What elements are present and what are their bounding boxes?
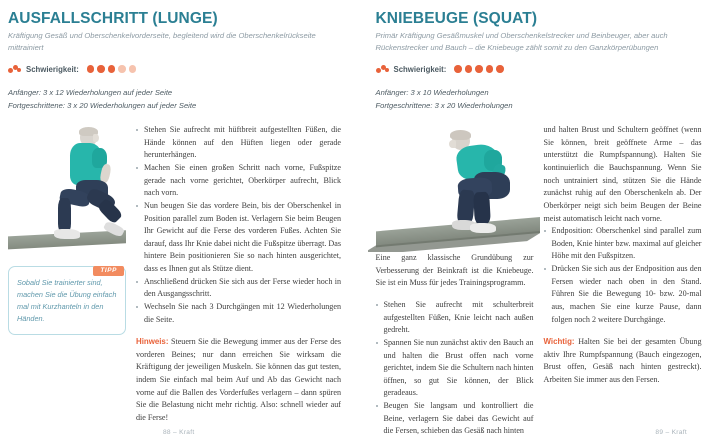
list-item: Stehen Sie aufrecht mit schulterbreit aufgestellten Füßen, Knie leicht nach außen gedreht. bbox=[376, 299, 534, 337]
page-right bbox=[358, 0, 715, 445]
difficulty-dot bbox=[465, 65, 473, 73]
difficulty-dot bbox=[129, 65, 137, 73]
difficulty-dot bbox=[118, 65, 126, 73]
left-column bbox=[8, 124, 126, 424]
content-columns bbox=[8, 124, 342, 424]
figure-squat bbox=[444, 132, 518, 236]
difficulty-dot bbox=[97, 65, 105, 73]
difficulty-rating bbox=[454, 65, 504, 73]
reps-advanced: Fortgeschrittene: 3 x 20 Wiederholungen auf jeder Seite bbox=[8, 100, 197, 110]
list-item: Stehen Sie aufrecht mit hüftbreit aufgestellten Füßen, die Hände können auf den Hüften liegen oder gerade herunterhängen. bbox=[136, 124, 341, 162]
instruction-list bbox=[376, 299, 534, 438]
instruction-list bbox=[136, 124, 341, 326]
left-column bbox=[376, 124, 534, 438]
dumbbell-icon bbox=[376, 65, 390, 74]
difficulty-dot bbox=[87, 65, 95, 73]
continuation-paragraph: und halten Brust und Schultern geöffnet (wenn Sie können, breit geöffnete Arme – das unterstützt die Rumpfspannung). Halten Sie kontinuierlich die Bauchspannung. Wenn Sie noch untrainiert sind, stützen Sie die Hände zunächst ruhig auf den Oberschenkeln ab. Der Oberkörper neigt sich beim Beugen der Beine meist automatisch leicht nach vorne. bbox=[543, 125, 702, 223]
instruction-list-continued bbox=[544, 225, 702, 326]
wichtig-text: Halten Sie bei der gesamten Übung aktiv Ihre Rumpfspannung (Bauch eingezogen, Brust offen, Gesäß nach hinten gestreckt). Arbeiten Sie immer aus den Fersen. bbox=[543, 337, 702, 385]
hinweis-text: Steuern Sie die Bewegung immer aus der Ferse des vorderen Beines; nur dann erreichen Sie wirksam die Kräftigung der jeweiligen Muskeln. Sie können das gut testen, indem Sie einfach mal beim Auf und Ab das Gewicht nach vorne auf die Ballen des Vorderfußes verlagern – dann spüren Sie die Belastung nicht mehr richtig. Also: schnell wieder auf die Ferse! bbox=[136, 337, 341, 422]
difficulty-dot bbox=[454, 65, 462, 73]
page-footer: 89 – Kraft bbox=[655, 429, 687, 436]
tipp-box bbox=[8, 266, 126, 335]
list-item: Anschließend drücken Sie sich aus der Ferse wieder hoch in den Ausgangsschritt. bbox=[136, 276, 341, 301]
figure-lunge bbox=[54, 128, 116, 240]
wichtig-note bbox=[544, 336, 702, 387]
list-item: Drücken Sie sich aus der Endposition aus den Fersen wieder nach oben in den Stand. Führen Sie die Bewegung 10- bzw. 20-mal aus, machen Sie eine kurze Pause, dann folgen noch 2 weitere Durchgänge. bbox=[544, 263, 702, 326]
difficulty-row bbox=[376, 65, 706, 74]
page-title: KNIEBEUGE (SQUAT) bbox=[375, 10, 538, 27]
difficulty-dot bbox=[475, 65, 483, 73]
page-title: AUSFALLSCHRITT (LUNGE) bbox=[8, 10, 218, 27]
hinweis-note bbox=[136, 336, 341, 424]
intro-paragraph: Eine ganz klassische Grundübung zur Verbesserung der Beinkraft ist die Kniebeuge. Sie ist ein Muss für jedes Trainingsprogramm. bbox=[375, 253, 534, 288]
list-item: Nun beugen Sie das vordere Bein, bis der Oberschenkel in Position parallel zum Boden ist. Verlagern Sie beim Beugen Ihr Gewicht auf die Ferse des vorderen Fußes. Achten Sie darauf, dass Ihr Knie dabei nicht die Fußspitze überragt. Das hintere Bein positionieren Sie so nach hinten ausgerichtet, dass es Ihnen gut als Stütze dient. bbox=[136, 200, 341, 276]
list-item: Machen Sie einen großen Schritt nach vorne, Fußspitze gerade nach vorne gerichtet, Oberkörper aufrecht, Blick nach vorn. bbox=[136, 162, 341, 200]
wichtig-keyword: Wichtig: bbox=[543, 337, 575, 347]
right-column bbox=[136, 124, 341, 424]
page-subtitle: Primär Kräftigung Gesäßmuskel und Oberschenkelstrecker und Beinbeuger, aber auch Rückenstrecker und Bauch – die Kniebeuge zählt somit zu den Ganzkörperübungen bbox=[375, 31, 668, 53]
difficulty-dot bbox=[108, 65, 116, 73]
page-footer: 88 – Kraft bbox=[162, 429, 195, 436]
tipp-label: TIPP bbox=[93, 266, 124, 276]
right-column bbox=[544, 124, 702, 438]
tipp-box-wrapper bbox=[8, 266, 126, 335]
hinweis-keyword: Hinweis: bbox=[136, 337, 169, 347]
reps-beginner: Anfänger: 3 x 10 Wiederholungen bbox=[375, 87, 489, 97]
difficulty-label: Schwierigkeit: bbox=[393, 64, 447, 74]
exercise-photo-squat bbox=[368, 124, 540, 252]
difficulty-dot bbox=[496, 65, 504, 73]
repetitions-block bbox=[8, 86, 342, 113]
difficulty-label: Schwierigkeit: bbox=[26, 64, 79, 74]
list-item: Spannen Sie nun zunächst aktiv den Bauch an und halten die Brust offen nach vorne gerichtet, indem Sie die Schultern nach hinten öffnen, so gut Sie können, der Blick geradeaus. bbox=[376, 337, 534, 400]
difficulty-rating bbox=[87, 65, 137, 73]
page-subtitle: Kräftigung Gesäß und Oberschenkelvorderseite, begleitend wird die Oberschenkelrückseite mittrainiert bbox=[8, 31, 316, 53]
list-item: Wechseln Sie nach 3 Durchgängen mit 12 Wiederholungen die Seite. bbox=[136, 301, 341, 326]
difficulty-dot bbox=[486, 65, 494, 73]
dumbbell-icon bbox=[8, 65, 22, 74]
repetitions-block bbox=[376, 86, 706, 113]
list-item: Beugen Sie langsam und kontrolliert die Beine, verlagern Sie dabei das Gewicht auf die Fersen, schieben das Gesäß nach hinten bbox=[376, 400, 534, 438]
content-columns bbox=[376, 124, 706, 438]
difficulty-row bbox=[8, 65, 342, 74]
exercise-photo-lunge bbox=[8, 124, 126, 252]
tipp-text: Sobald Sie trainierter sind, machen Sie die Übung einfach mal mit Kurzhanteln in den Händen. bbox=[17, 278, 117, 324]
reps-beginner: Anfänger: 3 x 12 Wiederholungen auf jeder Seite bbox=[8, 87, 173, 97]
list-item: Endposition: Oberschenkel sind parallel zum Boden, Knie hinter bzw. maximal auf gleicher Höhe mit den Fußspitzen. bbox=[544, 225, 702, 263]
reps-advanced: Fortgeschrittene: 3 x 20 Wiederholungen bbox=[375, 100, 513, 110]
